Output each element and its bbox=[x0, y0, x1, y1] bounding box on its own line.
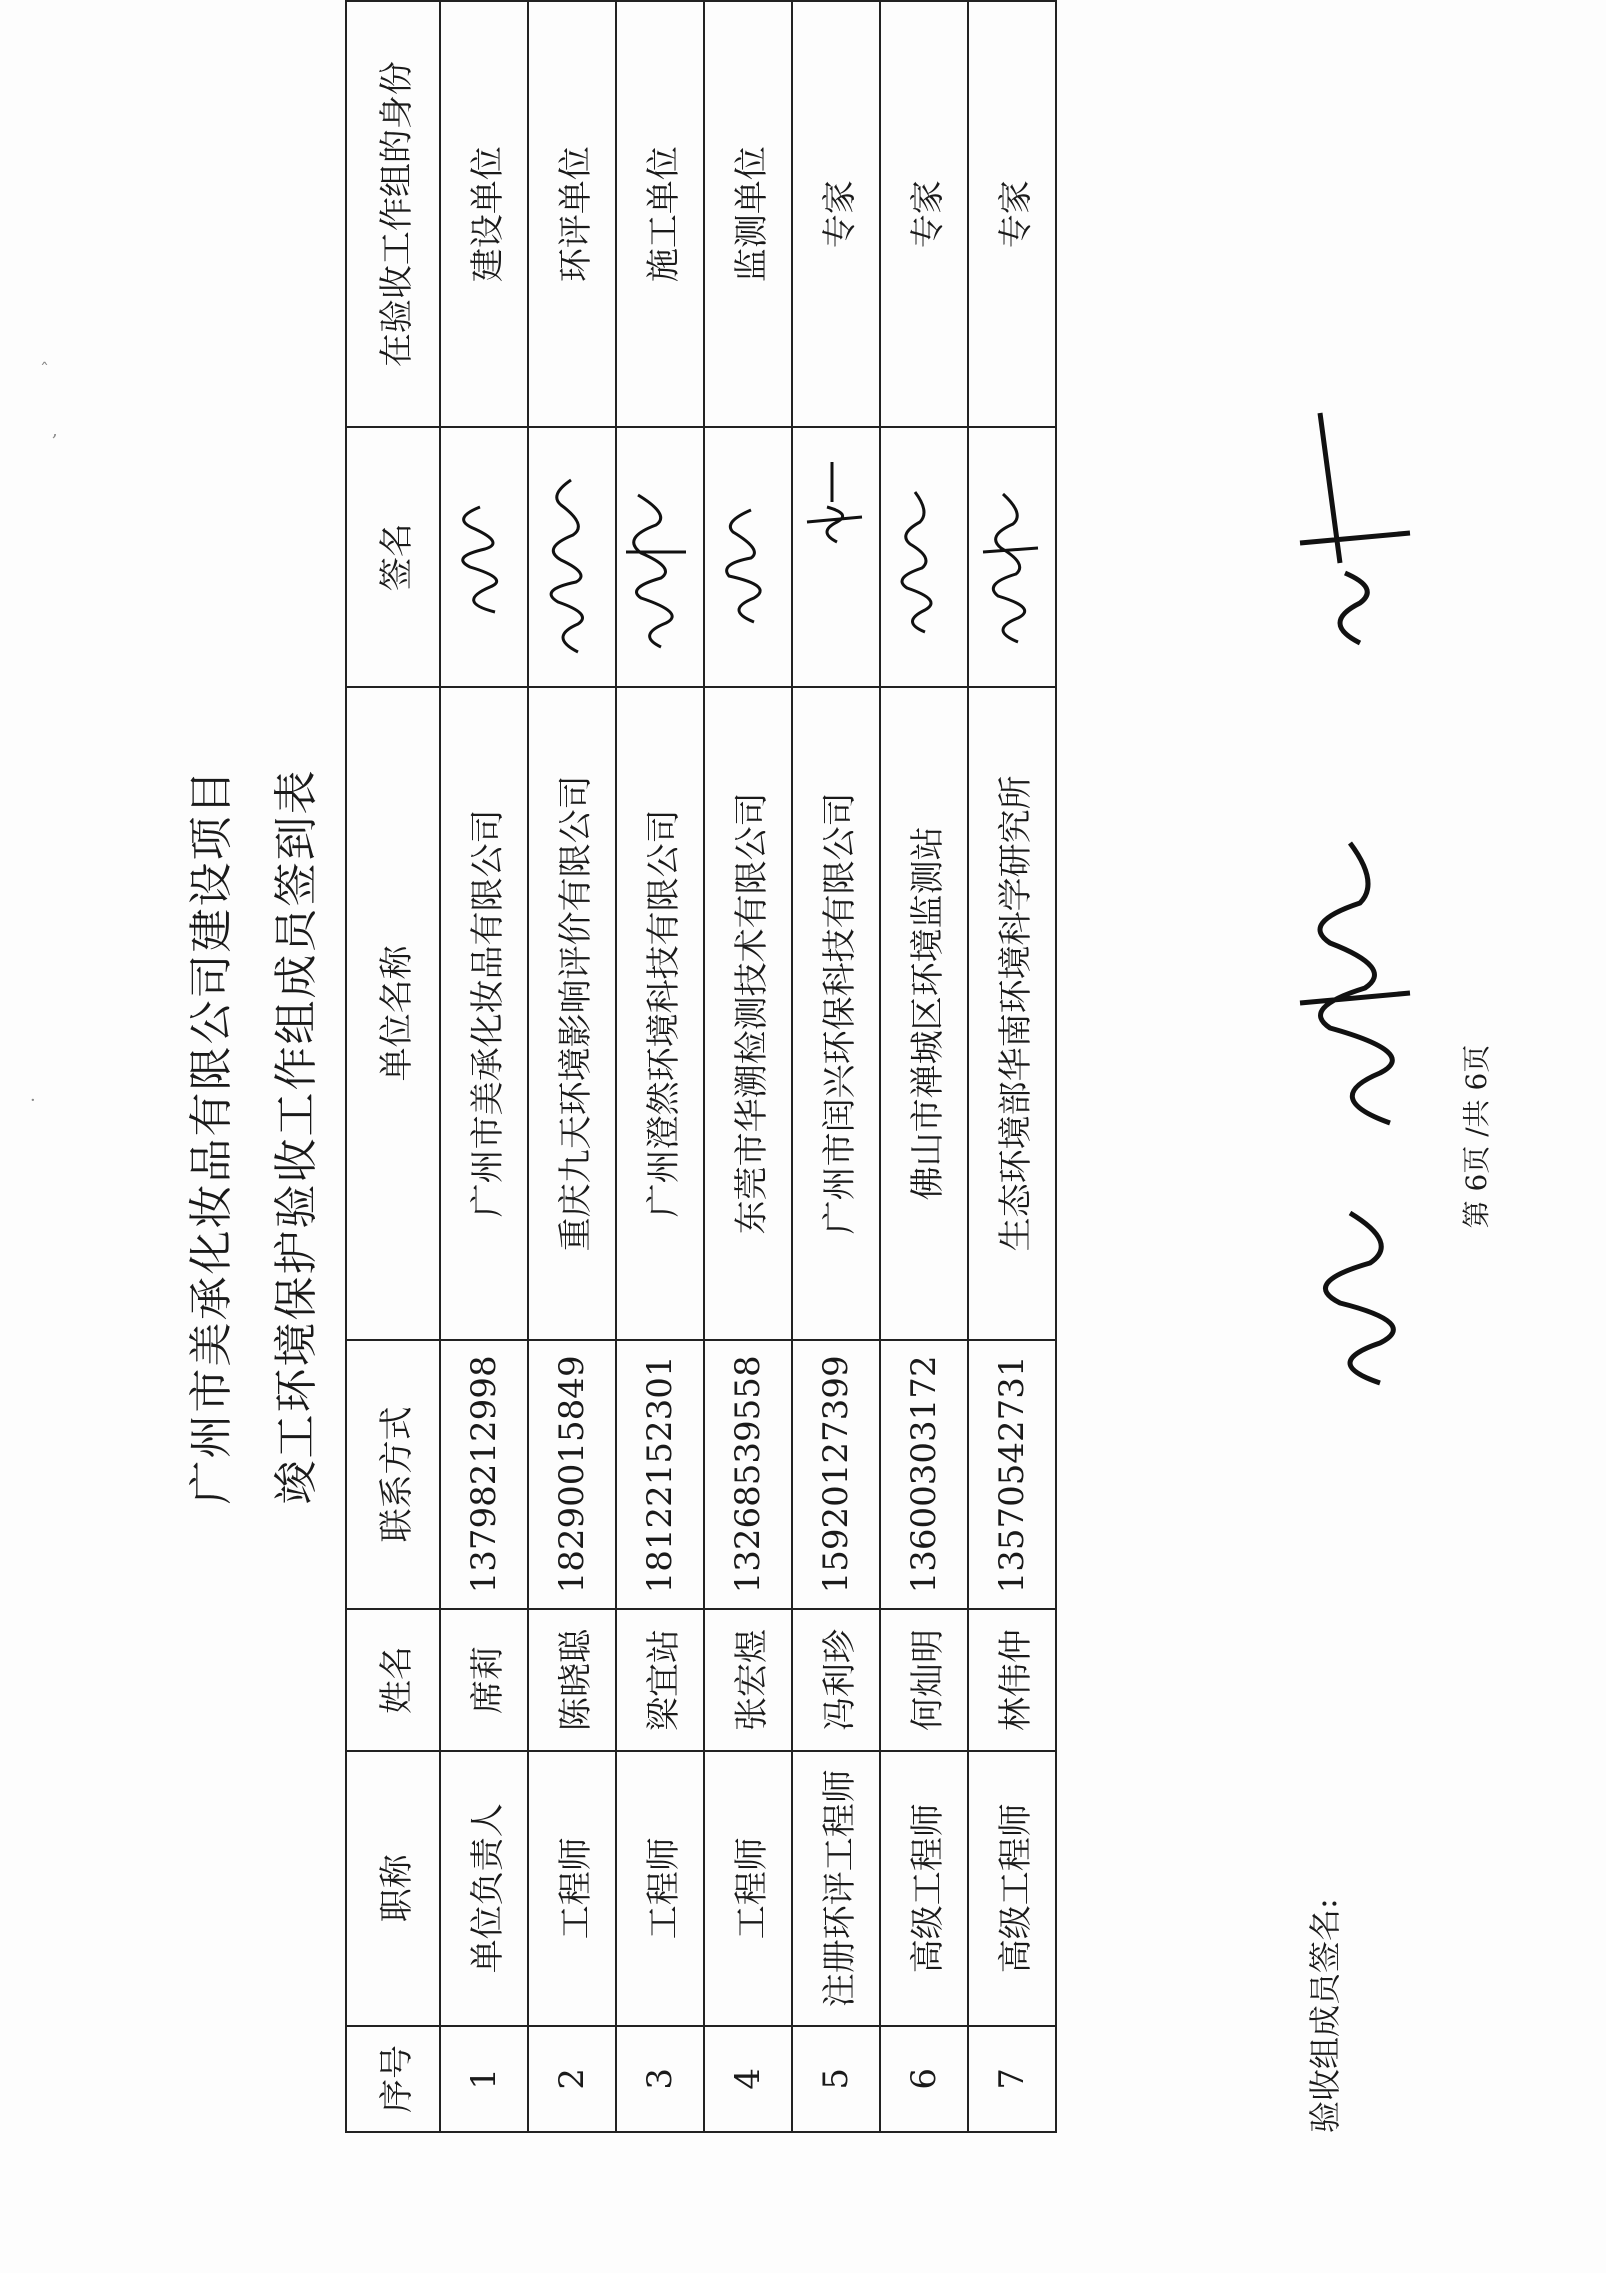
cell-org: 生态环境部华南环境科学研究所 bbox=[968, 687, 1056, 1340]
cell-name: 席莉 bbox=[440, 1609, 528, 1751]
cell-name: 冯利珍 bbox=[792, 1609, 880, 1751]
scan-speck: · bbox=[30, 1090, 36, 1111]
cell-org: 广州澄然环境科技有限公司 bbox=[616, 687, 704, 1340]
cell-phone: 13570542731 bbox=[968, 1340, 1056, 1609]
table-row bbox=[704, 1, 792, 2132]
cell-org: 广州市美承化妆品有限公司 bbox=[440, 687, 528, 1340]
cell-phone: 18290015849 bbox=[528, 1340, 616, 1609]
handwritten-signature bbox=[445, 442, 515, 672]
table-header-row bbox=[346, 1, 440, 2132]
cell-phone: 13268539558 bbox=[704, 1340, 792, 1609]
cell-phone: 18122152301 bbox=[616, 1340, 704, 1609]
scan-speck: ˆ bbox=[40, 360, 49, 381]
cell-role: 专家 bbox=[968, 1, 1056, 427]
handwritten-signature bbox=[709, 442, 779, 672]
table-row bbox=[968, 1, 1056, 2132]
cell-no: 5 bbox=[792, 2026, 880, 2132]
cell-role: 专家 bbox=[880, 1, 968, 427]
cell-signature bbox=[616, 427, 704, 687]
document-subtitle: 竣工环境保护验收工作组成员签到表 bbox=[271, 768, 322, 1505]
cell-role: 建设单位 bbox=[440, 1, 528, 427]
cell-role: 专家 bbox=[792, 1, 880, 427]
cell-no: 6 bbox=[880, 2026, 968, 2132]
cell-no: 2 bbox=[528, 2026, 616, 2132]
table-row bbox=[792, 1, 880, 2132]
cell-no: 7 bbox=[968, 2026, 1056, 2132]
header-phone: 联系方式 bbox=[346, 1340, 440, 1609]
handwritten-signature bbox=[533, 442, 603, 672]
cell-org: 东莞市华溯检测技术有限公司 bbox=[704, 687, 792, 1340]
cell-title: 高级工程师 bbox=[880, 1751, 968, 2026]
cell-name: 梁宜站 bbox=[616, 1609, 704, 1751]
cell-signature bbox=[968, 427, 1056, 687]
cell-signature bbox=[528, 427, 616, 687]
cell-phone: 13798212998 bbox=[440, 1340, 528, 1609]
cell-org: 重庆九天环境影响评价有限公司 bbox=[528, 687, 616, 1340]
cell-role: 施工单位 bbox=[616, 1, 704, 427]
header-name: 姓名 bbox=[346, 1609, 440, 1751]
cell-signature bbox=[704, 427, 792, 687]
cell-signature bbox=[440, 427, 528, 687]
cell-no: 4 bbox=[704, 2026, 792, 2132]
handwritten-signature bbox=[973, 442, 1043, 672]
cell-org: 广州市闰兴环保科技有限公司 bbox=[792, 687, 880, 1340]
cell-no: 1 bbox=[440, 2026, 528, 2132]
cell-title: 工程师 bbox=[528, 1751, 616, 2026]
cell-org: 佛山市禅城区环境监测站 bbox=[880, 687, 968, 1340]
handwritten-signature bbox=[621, 442, 691, 672]
handwritten-signature bbox=[797, 442, 867, 672]
header-signature: 签名 bbox=[346, 427, 440, 687]
members-signature-label: 验收组成员签名: bbox=[1306, 1898, 1344, 2133]
cell-name: 张宏煜 bbox=[704, 1609, 792, 1751]
header-role: 在验收工作组的身份 bbox=[346, 1, 440, 427]
table-row bbox=[440, 1, 528, 2132]
cell-role: 监测单位 bbox=[704, 1, 792, 427]
members-handwritten-signatures bbox=[1240, 323, 1440, 1423]
scan-speck: , bbox=[52, 420, 58, 441]
header-no: 序号 bbox=[346, 2026, 440, 2132]
cell-phone: 13600303172 bbox=[880, 1340, 968, 1609]
cell-title: 工程师 bbox=[616, 1751, 704, 2026]
cell-title: 工程师 bbox=[704, 1751, 792, 2026]
handwritten-signature bbox=[885, 442, 955, 672]
cell-name: 陈晓聪 bbox=[528, 1609, 616, 1751]
cell-signature bbox=[792, 427, 880, 687]
cell-no: 3 bbox=[616, 2026, 704, 2132]
cell-title: 单位负责人 bbox=[440, 1751, 528, 2026]
table-row bbox=[616, 1, 704, 2132]
document-title: 广州市美承化妆品有限公司建设项目 bbox=[186, 768, 237, 1505]
table-row bbox=[880, 1, 968, 2132]
cell-phone: 15920127399 bbox=[792, 1340, 880, 1609]
cell-title: 注册环评工程师 bbox=[792, 1751, 880, 2026]
cell-role: 环评单位 bbox=[528, 1, 616, 427]
table-row bbox=[528, 1, 616, 2132]
header-org: 单位名称 bbox=[346, 687, 440, 1340]
page-footer: 第 6页 /共 6页 bbox=[1460, 1044, 1493, 1229]
cell-name: 林伟仲 bbox=[968, 1609, 1056, 1751]
header-title: 职称 bbox=[346, 1751, 440, 2026]
cell-name: 何灿明 bbox=[880, 1609, 968, 1751]
cell-title: 高级工程师 bbox=[968, 1751, 1056, 2026]
sign-in-table bbox=[345, 0, 1057, 2133]
cell-signature bbox=[880, 427, 968, 687]
